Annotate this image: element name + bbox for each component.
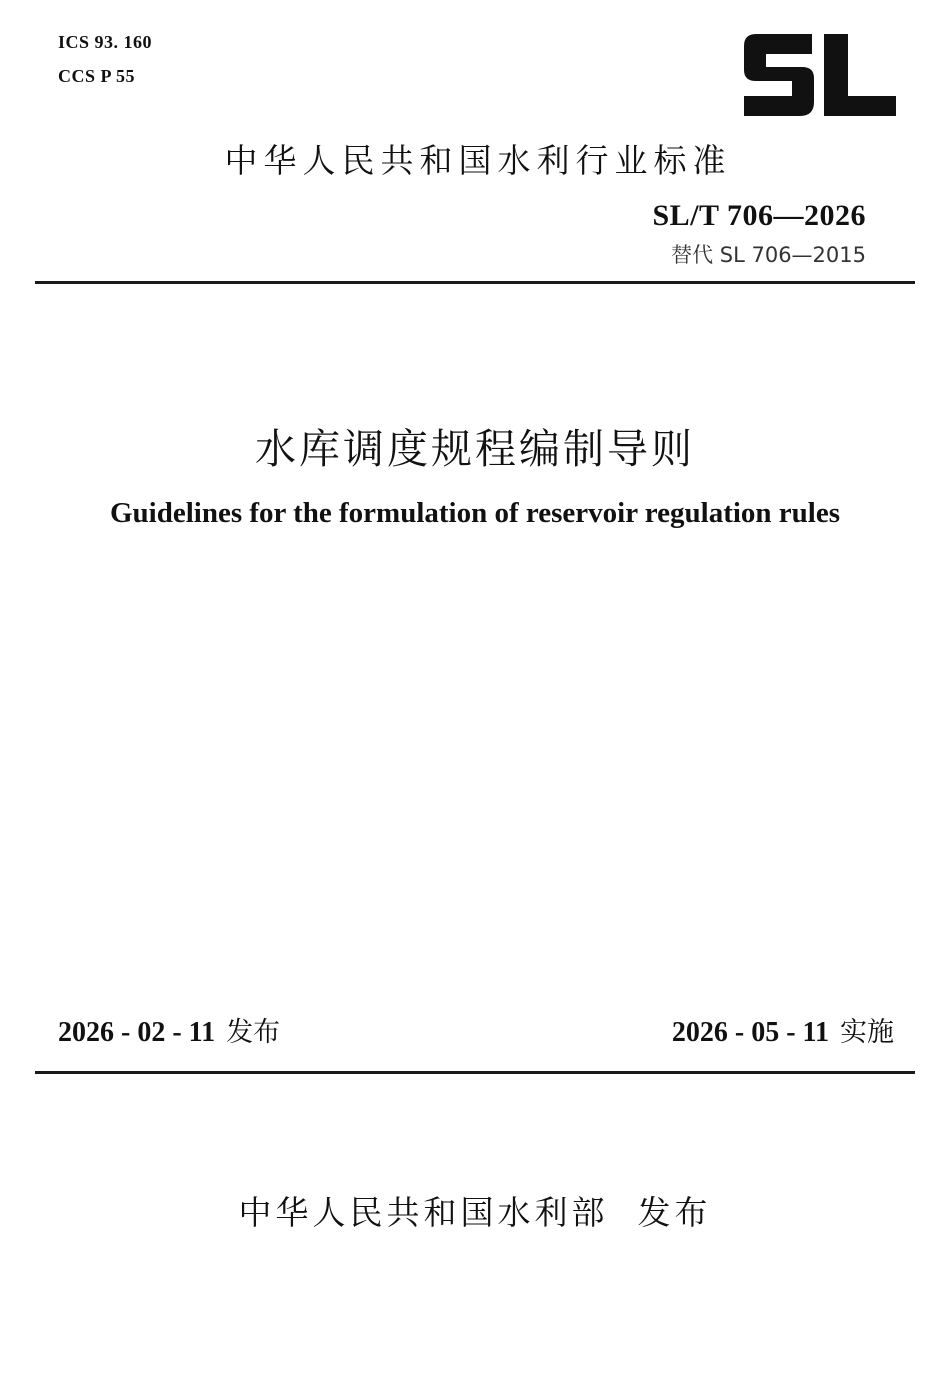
- release-date: 2026 - 02 - 11: [58, 1017, 216, 1048]
- sl-logo-s-shape: [744, 34, 814, 116]
- implementation-date: 2026 - 05 - 11: [671, 1017, 829, 1048]
- ccs-code: CCS P 55: [58, 66, 136, 86]
- implementation-date-line: [672, 1010, 894, 1049]
- bottom-divider: [35, 1071, 915, 1074]
- publisher-label: 发布: [637, 1193, 712, 1232]
- ics-code: ICS 93. 160: [58, 32, 153, 52]
- sl-logo-l-shape: [824, 34, 896, 116]
- release-date-line: [58, 1010, 280, 1049]
- standard-code: SL/T 706—2026: [652, 199, 866, 232]
- replaces-note: 替代 SL 706—2015: [671, 243, 866, 267]
- release-label: 发布: [226, 1017, 281, 1048]
- publisher-line: [0, 1187, 950, 1234]
- top-divider: [35, 281, 915, 284]
- document-title-english: Guidelines for the formulation of reservoir regulation rules: [109, 497, 841, 529]
- publisher-name: 中华人民共和国水利部: [238, 1193, 609, 1232]
- sl-logo: [742, 34, 898, 116]
- industry-standard-heading: 中华人民共和国水利行业标准: [224, 141, 732, 180]
- implementation-label: 实施: [840, 1017, 894, 1048]
- document-title-chinese: 水库调度规程编制导则: [255, 425, 695, 473]
